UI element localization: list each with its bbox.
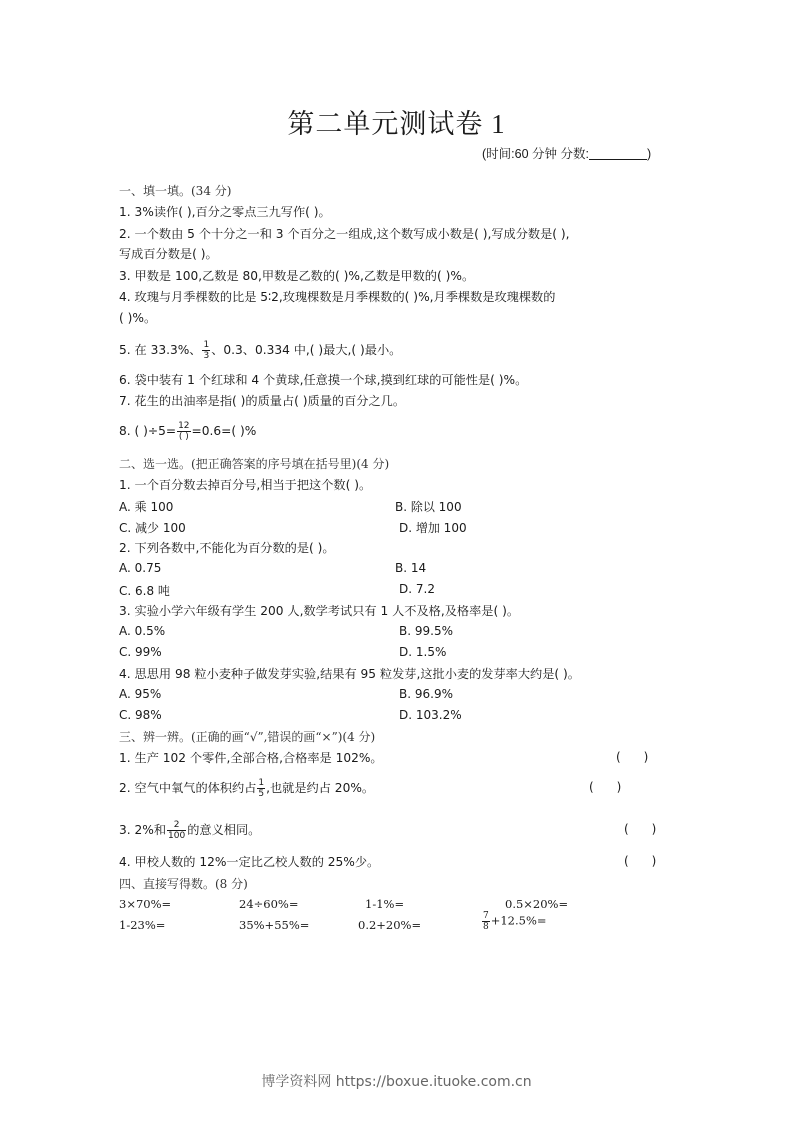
s3-q2-answer-box[interactable]: ( ) (589, 780, 622, 794)
s1-question-6: 6. 袋中装有 1 个红球和 4 个黄球,任意摸一个球,摸到红球的可能性是( )%。 (119, 373, 528, 387)
s2-q3-option-d: D. 1.5% (399, 645, 447, 659)
s2-question-4: 4. 思思用 98 粒小麦种子做发芽实验,结果有 95 粒发芽,这批小麦的发芽率大约是( )。 (119, 667, 580, 681)
s2-q2-option-c: C. 6.8 吨 (119, 584, 170, 598)
page-title: 第二单元测试卷 1 (287, 109, 506, 139)
q5-suffix: 、0.3、0.334 中,( )最大,( )最小。 (211, 343, 402, 357)
s3-q2-suffix: ,也就是约占 20%。 (266, 781, 375, 795)
calc-item: 1-1%= (365, 897, 405, 911)
meta-close: ) (646, 147, 652, 161)
calc-item: 24÷60%= (239, 897, 299, 911)
s2-q2-option-a: A. 0.75 (119, 561, 162, 575)
s3-question-2 (119, 778, 374, 799)
score-blank[interactable] (589, 147, 647, 160)
s2-q2-option-d: D. 7.2 (399, 582, 435, 596)
footer-watermark: 博学资料网 https://boxue.ituoke.com.cn (261, 1074, 532, 1090)
s3-q3-prefix: 3. 2%和 (119, 823, 167, 837)
time-and-score-label: (时间:60 分钟 分数: (482, 147, 589, 161)
s2-q1-option-b: B. 除以 100 (395, 500, 462, 514)
s2-q3-option-c: C. 99% (119, 645, 162, 659)
s2-q2-option-b: B. 14 (395, 561, 427, 575)
s3-q3-answer-box[interactable]: ( ) (624, 822, 657, 836)
s2-question-2: 2. 下列各数中,不能化为百分数的是( )。 (119, 541, 335, 555)
s2-question-3: 3. 实验小学六年级有学生 200 人,数学考试只有 1 人不及格,及格率是( )。 (119, 604, 520, 618)
calc-item-fraction: $\frac{7}{8}$ +12.5%= (483, 911, 547, 932)
s3-question-4: 4. 甲校人数的 12%一定比乙校人数的 25%少。 (119, 855, 380, 869)
s1-question-7: 7. 花生的出油率是指( )的质量占( )质量的百分之几。 (119, 394, 406, 408)
s1-question-3: 3. 甲数是 100,乙数是 80,甲数是乙数的( )%,乙数是甲数的( )%。 (119, 269, 475, 283)
fraction-one-fifth: $\frac{1}{5}$ (258, 778, 265, 799)
section-3-heading: 三、辨一辨。(正确的画“√”,错误的画“×”)(4 分) (119, 730, 376, 744)
calc-item: 1-23%= (119, 918, 166, 932)
s3-q3-suffix: 的意义相同。 (187, 823, 261, 837)
fraction-12-over-blank: $\frac{12}{( )}$ (178, 421, 190, 442)
s2-q4-option-b: B. 96.9% (399, 687, 453, 701)
section-4-heading: 四、直接写得数。(8 分) (119, 877, 248, 891)
section-2-heading: 二、选一选。(把正确答案的序号填在括号里)(4 分) (119, 457, 390, 471)
q8-suffix: =0.6=( )% (191, 424, 257, 438)
fraction-one-third: $\frac{1}{3}$ (203, 340, 210, 361)
s2-q1-option-c: C. 减少 100 (119, 521, 186, 535)
s3-q2-prefix: 2. 空气中氧气的体积约占 (119, 781, 257, 795)
s3-q1-answer-box[interactable]: ( ) (616, 750, 649, 764)
s1-question-5 (119, 340, 401, 361)
s2-q4-option-d: D. 103.2% (399, 708, 462, 722)
s3-q4-answer-box[interactable]: ( ) (624, 854, 657, 868)
calc-item: 35%+55%= (239, 918, 310, 932)
s1-question-4-line-2: ( )%。 (119, 311, 157, 325)
s2-q1-option-a: A. 乘 100 (119, 500, 174, 514)
s2-q3-option-a: A. 0.5% (119, 624, 166, 638)
s1-question-2-line-1: 2. 一个数由 5 个十分之一和 3 个百分之一组成,这个数写成小数是( ),写成分数是( ), (119, 227, 570, 241)
s1-question-2-line-2: 写成百分数是( )。 (119, 247, 218, 261)
q8-prefix: 8. ( )÷5= (119, 424, 177, 438)
s2-q4-option-c: C. 98% (119, 708, 162, 722)
calc-item: 3×70%= (119, 897, 172, 911)
exam-meta (482, 144, 651, 162)
fraction-seven-eighths: $\frac{7}{8}$ (483, 911, 489, 932)
s3-question-1: 1. 生产 102 个零件,全部合格,合格率是 102%。 (119, 751, 383, 765)
calc-item: 0.2+20%= (358, 918, 422, 932)
s2-q3-option-b: B. 99.5% (399, 624, 453, 638)
s2-q1-option-d: D. 增加 100 (399, 521, 467, 535)
s1-question-8 (119, 421, 256, 442)
s2-q4-option-a: A. 95% (119, 687, 162, 701)
calc-item: 0.5×20%= (505, 897, 569, 911)
s2-question-1: 1. 一个百分数去掉百分号,相当于把这个数( )。 (119, 478, 372, 492)
s1-question-1: 1. 3%读作( ),百分之零点三九写作( )。 (119, 205, 331, 219)
s3-question-3 (119, 820, 260, 841)
q5-prefix: 5. 在 33.3%、 (119, 343, 202, 357)
fraction-two-hundredths: $\frac{2}{100}$ (168, 820, 186, 841)
s1-question-4-line-1: 4. 玫瑰与月季棵数的比是 5∶2,玫瑰棵数是月季棵数的( )%,月季棵数是玫瑰棵数的 (119, 290, 556, 304)
section-1-heading: 一、填一填。(34 分) (119, 184, 232, 198)
